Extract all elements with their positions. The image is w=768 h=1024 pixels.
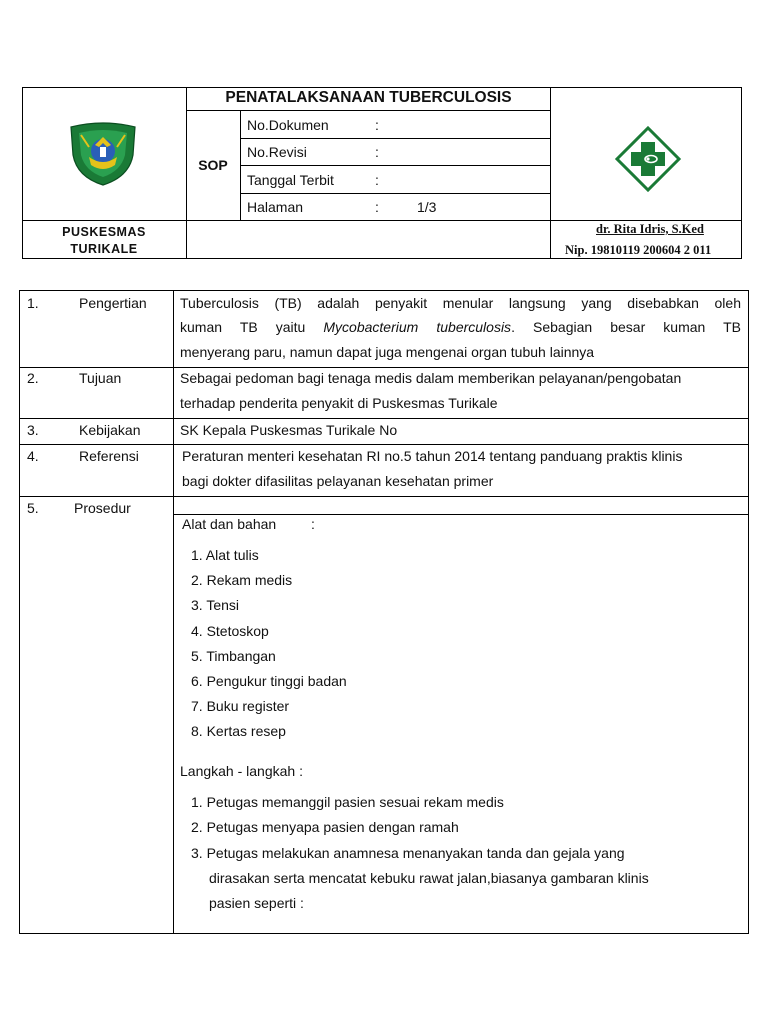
signer-nip: Nip. 19810119 200604 2 011 [565,243,712,257]
field-label-tanggal-terbit: Tanggal Terbit [247,172,334,188]
referensi-text: Peraturan menteri kesehatan RI no.5 tahun 2014 tentang panduang praktis klinis [182,448,683,464]
pengertian-text: Tuberculosis (TB) adalah penyakit menular langsung yang disebabkan oleh [180,295,741,311]
section-number: 2. [27,370,39,386]
alat-heading: Alat dan bahan [182,516,277,532]
list-item: 5. Timbangan [191,648,276,664]
kebijakan-text: SK Kepala Puskesmas Turikale No [180,422,398,438]
list-item: 7. Buku register [191,698,290,714]
field-label-no-revisi: No.Revisi [247,144,307,160]
list-item: 2. Petugas menyapa pasien dengan ramah [191,819,459,835]
list-item: 1. Alat tulis [191,547,259,563]
list-item: 3. Petugas melakukan anamnesa menanyakan tanda dan gejala yang [191,845,625,861]
section-label-tujuan: Tujuan [79,370,122,386]
list-item: 2. Rekam medis [191,572,293,588]
field-label-halaman: Halaman [247,199,304,215]
tujuan-text: Sebagai pedoman bagi tenaga medis dalam memberikan pelayanan/pengobatan [180,370,682,386]
list-item-continuation: pasien seperti : [209,895,304,911]
org-name-line2: TURIKALE [70,242,138,256]
pengertian-text: kuman TB yaitu Mycobacterium tuberculosis. Sebagian besar kuman TB [180,319,741,335]
alat-heading-sep: : [311,516,315,532]
list-item: 4. Stetoskop [191,623,269,639]
section-label-pengertian: Pengertian [79,295,147,311]
regional-emblem-icon [67,121,139,187]
field-label-no-dokumen: No.Dokumen [247,117,329,133]
referensi-text: bagi dokter difasilitas pelayanan kesehatan primer [182,473,494,489]
langkah-heading: Langkah - langkah : [180,763,303,779]
list-item: 8. Kertas resep [191,723,286,739]
section-number: 3. [27,422,39,438]
section-number: 1. [27,295,39,311]
list-item-continuation: dirasakan serta mencatat kebuku rawat jalan,biasanya gambaran klinis [209,870,649,886]
document-title: PENATALAKSANAAN TUBERCULOSIS [225,89,512,106]
field-value-halaman: 1/3 [417,199,437,215]
green-cross-icon [615,126,681,192]
sop-label: SOP [198,157,228,173]
section-number: 5. [27,500,39,516]
section-label-prosedur: Prosedur [74,500,131,516]
list-item: 6. Pengukur tinggi badan [191,673,347,689]
section-label-referensi: Referensi [79,448,139,464]
section-number: 4. [27,448,39,464]
field-sep: : [375,117,379,133]
field-sep: : [375,172,379,188]
list-item: 3. Tensi [191,597,239,613]
list-item: 1. Petugas memanggil pasien sesuai rekam medis [191,794,504,810]
org-name-line1: PUSKESMAS [62,225,146,239]
pengertian-text: menyerang paru, namun dapat juga mengenai organ tubuh lainnya [180,344,595,360]
signer-name: dr. Rita Idris, S.Ked [596,222,704,236]
section-label-kebijakan: Kebijakan [79,422,141,438]
field-sep: : [375,199,379,215]
field-sep: : [375,144,379,160]
tujuan-text: terhadap penderita penyakit di Puskesmas Turikale [180,395,498,411]
